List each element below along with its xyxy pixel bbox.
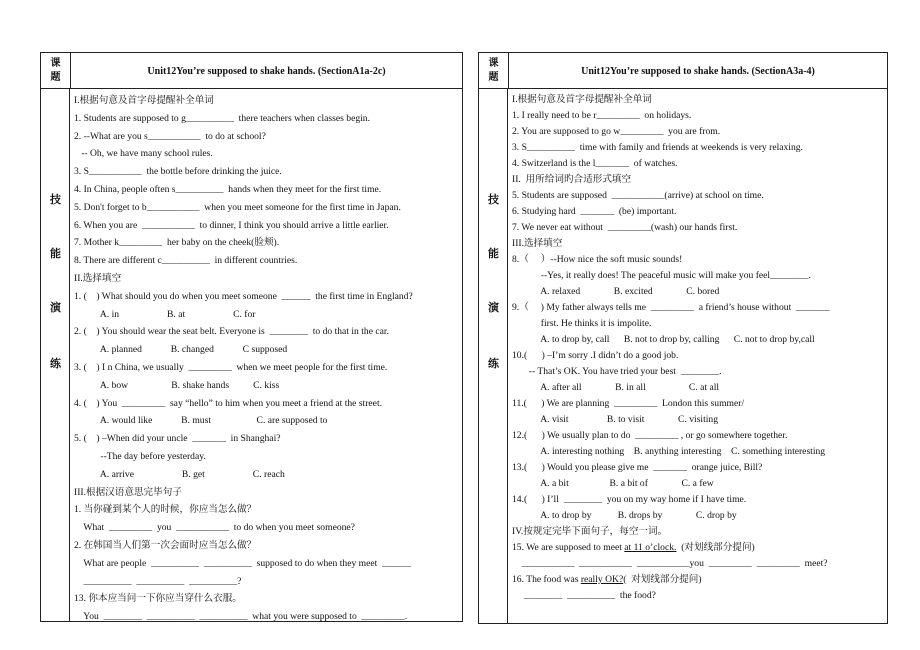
right-line: A. visit B. to visit C. visiting xyxy=(512,414,719,425)
left-title-row xyxy=(41,53,462,89)
right-worksheet xyxy=(478,52,888,624)
right-line: 12.( ) We usually plan to do _________ , or go somewhere together. xyxy=(512,430,788,441)
right-line: 1. I really need to be r_________ on holidays. xyxy=(512,110,692,121)
left-line: 7. Mother k_________ her baby on the cheek(脸颊). xyxy=(74,237,280,249)
left-line: 3. ( ) I n China, we usually _________ when we meet people for the first time. xyxy=(74,361,388,373)
left-line: What _________ you ___________ to do when you meet someone? xyxy=(74,522,355,534)
left-line: II.选择填空 xyxy=(74,272,122,284)
right-exercise-text xyxy=(512,92,885,604)
right-line: III.选择填空 xyxy=(512,238,563,249)
q16-answer-blanks: ________ __________ the food? xyxy=(512,590,656,601)
q16-underlined: really OK? xyxy=(580,574,624,585)
right-line: A. a bit B. a bit of C. a few xyxy=(512,478,714,489)
right-line: A. relaxed B. excited C. bored xyxy=(512,286,720,297)
q15-question xyxy=(512,540,885,556)
right-line: 2. You are supposed to go w_________ you are from. xyxy=(512,126,721,137)
right-line: 6. Studying hard _______ (be) important. xyxy=(512,206,677,217)
left-line: A. planned B. changed C supposed xyxy=(74,344,288,356)
right-line: -- That’s OK. You have tried your best ________. xyxy=(512,366,722,377)
left-line: III.根据汉语意思完毕句子 xyxy=(74,486,182,498)
left-line: 2. --What are you s___________ to do at school? xyxy=(74,130,266,142)
left-line: 4. In China, people often s__________ hands when they meet for the first time. xyxy=(74,183,382,195)
left-line: -- Oh, we have many school rules. xyxy=(74,148,213,160)
right-title-row xyxy=(479,53,887,89)
right-line: 8.（ ）--How nice the soft music sounds! xyxy=(512,254,683,265)
left-line: What are people __________ __________ supposed to do when they meet ______ xyxy=(74,557,411,569)
right-line: 9.（ ) My father always tells me _________ a friend’s house without _______ xyxy=(512,302,830,313)
left-line: 13. 你本应当问一下你应当穿什么衣服。 xyxy=(74,593,242,605)
right-line: first. He thinks it is impolite. xyxy=(512,318,652,329)
left-line: A. in B. at C. for xyxy=(74,308,256,320)
right-side-label-2: 能 xyxy=(488,248,499,260)
left-line: 5. ( ) –When did your uncle _______ in Shanghai? xyxy=(74,433,281,445)
right-side-label-4: 练 xyxy=(488,358,499,370)
q15-prefix: 15. We are supposed to meet xyxy=(512,542,625,553)
left-side-label-1: 技 xyxy=(50,194,61,206)
left-line: __________ __________ __________? xyxy=(74,575,242,587)
left-line: 1. 当你碰到某个人的时候，你应当怎么做？ xyxy=(74,504,257,516)
right-side-label-3: 演 xyxy=(488,302,499,314)
q16-prefix: 16. The food was xyxy=(512,574,581,585)
left-worksheet xyxy=(40,52,463,622)
left-line: I.根据句意及首字母提醒补全单词 xyxy=(74,95,214,106)
left-side-label-2: 能 xyxy=(50,248,61,260)
left-line: 8. There are different c__________ in different countries. xyxy=(74,255,298,267)
left-line: A. bow B. shake hands C. kiss xyxy=(74,379,280,391)
q15-underlined: at 11 o’clock. xyxy=(624,542,677,553)
left-line: 5. Don't forget to b___________ when you meet someone for the first time in Japan. xyxy=(74,201,401,213)
right-topic-label: 课 题 xyxy=(488,58,499,83)
left-line: --The day before yesterday. xyxy=(74,450,206,462)
left-topic-label: 课 题 xyxy=(50,58,61,83)
left-side-label-3: 演 xyxy=(50,302,61,314)
right-line: A. interesting nothing B. anything interesting C. something interesting xyxy=(512,446,826,457)
right-lesson-title: Unit12You’re supposed to shake hands. (SectionA3a-4) xyxy=(508,53,887,89)
left-line: A. arrive B. get C. reach xyxy=(74,468,285,480)
left-line: 2. ( ) You should wear the seat belt. Everyone is ________ to do that in the car. xyxy=(74,326,389,338)
right-line: I.根据句意及首字母提醒补全单词 xyxy=(512,94,652,105)
right-line: 7. We never eat without _________(wash) our hands first. xyxy=(512,222,738,233)
right-line: A. to drop by, call B. not to drop by, calling C. not to drop by,call xyxy=(512,334,815,345)
left-side-label-4: 练 xyxy=(50,358,61,370)
right-side-label-1: 技 xyxy=(488,194,499,206)
right-line: 10.( ) –I’m sorry .I didn’t do a good job. xyxy=(512,350,679,361)
left-line: 4. ( ) You _________ say “hello” to him when you meet a friend at the street. xyxy=(74,397,383,409)
left-line: You ________ __________ __________ what you were supposed to _________. xyxy=(74,611,408,623)
q16-suffix: ( 对划线部分提问) xyxy=(623,574,702,585)
q15-suffix: (对划线部分提问) xyxy=(676,542,755,553)
right-line: 13.( ) Would you please give me _______ orange juice, Bill? xyxy=(512,462,763,473)
right-line: A. after all B. in all C. at all xyxy=(512,382,720,393)
left-line: A. would like B. must C. are supposed to xyxy=(74,415,328,427)
right-line: --Yes, it really does! The peaceful music will make you feel________. xyxy=(512,270,811,281)
q15-answer-blanks: ___________ ___________ ___________you _________ _________ meet? xyxy=(512,558,828,569)
right-line: 5. Students are supposed ___________(arrive) at school on time. xyxy=(512,190,764,201)
right-line: II. 用所给词旳合适形式填空 xyxy=(512,174,632,185)
left-lesson-title: Unit12You’re supposed to shake hands. (SectionA1a-2c) xyxy=(70,53,462,89)
right-line: 14.( ) I’ll ________ you on my way home if I have time. xyxy=(512,494,747,505)
left-exercise-text xyxy=(74,92,460,626)
right-line: A. to drop by B. drops by C. drop by xyxy=(512,510,737,521)
right-line: 3. S__________ time with family and friends at weekends is very relaxing. xyxy=(512,142,803,153)
right-line: IV.按规定完毕下面句子，每空一词。 xyxy=(512,526,668,537)
left-line: 1. Students are supposed to g__________ there teachers when classes begin. xyxy=(74,112,371,124)
right-line: 4. Switzerland is the l_______ of watches. xyxy=(512,158,678,169)
left-line: 2. 在韩国当人们第一次会面时应当怎么做？ xyxy=(74,539,257,551)
left-line: 3. S___________ the bottle before drinking the juice. xyxy=(74,166,282,178)
right-line: 11.( ) We are planning _________ London this summer/ xyxy=(512,398,745,409)
left-line: 6. When you are ___________ to dinner, I think you should arrive a little earlier. xyxy=(74,219,389,231)
left-line: 1. ( ) What should you do when you meet someone ______ the first time in England? xyxy=(74,290,413,302)
q16-question xyxy=(512,572,885,588)
